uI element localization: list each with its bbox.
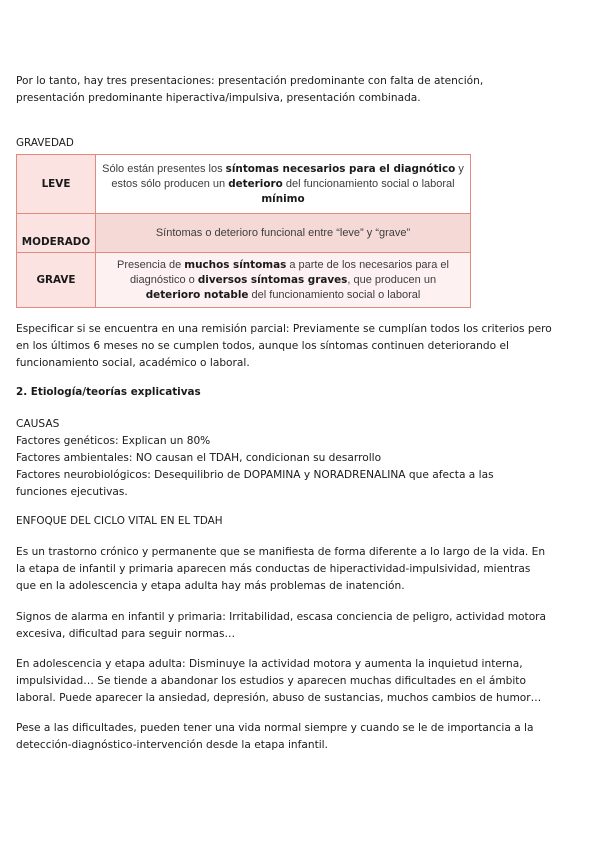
- table-row: [17, 253, 471, 308]
- severity-description-moderado: Síntomas o deterioro funcional entre “leve” y “grave”: [96, 214, 471, 253]
- enfoque-heading: ENFOQUE DEL CICLO VITAL EN EL TDAH: [16, 515, 223, 527]
- enfoque-paragraph-4: Pese a las dificultades, pueden tener una vida normal siempre y cuando se le de importancia a la detección-diagnóstico-intervención desde la etapa infantil.: [16, 722, 534, 751]
- severity-label-leve: LEVE: [17, 155, 96, 214]
- severity-label-moderado: MODERADO: [17, 214, 96, 253]
- intro-line: presentación predominante hiperactiva/impulsiva, presentación combinada.: [16, 92, 421, 104]
- severity-description-leve: Sólo están presentes los síntomas necesarios para el diagnótico y estos sólo producen un deterioro del funcionamiento social o laboral mínimo: [96, 155, 471, 214]
- intro-paragraph: [16, 73, 588, 107]
- table-row: [17, 155, 471, 214]
- gravedad-heading: GRAVEDAD: [16, 137, 74, 149]
- enfoque-paragraph-3: En adolescencia y etapa adulta: Disminuye la actividad motora y aumenta la inquietud interna, impulsividad… Se tiende a abandonar los estudios y aparecen muchas dificultades en el ámbito laboral. Puede aparecer la ansiedad, depresión, abuso de sustancias, muchos cambios de humor…: [16, 658, 542, 704]
- severity-description-grave: Presencia de muchos síntomas a parte de los necesarios para el diagnóstico o diversos síntomas graves, que producen un deterioro notable del funcionamiento social o laboral: [96, 253, 471, 308]
- remision-paragraph: Especificar si se encuentra en una remisión parcial: Previamente se cumplían todos los criterios pero en los últimos 6 meses no se cumplen todos, aunque los síntomas continuen deteriorando el funcionamiento social, académico o laboral.: [16, 323, 552, 369]
- section-title: 2. Etiología/teorías explicativas: [16, 386, 201, 398]
- enfoque-paragraph-1: Es un trastorno crónico y permanente que se manifiesta de forma diferente a lo largo de la vida. En la etapa de infantil y primaria aparecen más conductas de hiperactividad-impulsividad, mientras que en la adolescencia y etapa adulta hay más problemas de inatención.: [16, 546, 546, 592]
- causas-heading: CAUSAS: [16, 418, 60, 430]
- intro-line: Por lo tanto, hay tres presentaciones: presentación predominante con falta de atención,: [16, 75, 484, 87]
- severity-table: [16, 154, 471, 308]
- severity-label-grave: GRAVE: [17, 253, 96, 308]
- table-row: [17, 214, 471, 253]
- causas-block: CAUSAS Factores genéticos: Explican un 80% Factores ambientales: NO causan el TDAH, condicionan su desarrollo Factores neurobiológicos: Desequilibrio de DOPAMINA y NORADRENALINA que afecta a las funciones ejecutivas.: [16, 418, 494, 498]
- enfoque-paragraph-2: Signos de alarma en infantil y primaria: Irritabilidad, escasa conciencia de peligro, actividad motora excesiva, dificultad para seguir normas…: [16, 611, 547, 640]
